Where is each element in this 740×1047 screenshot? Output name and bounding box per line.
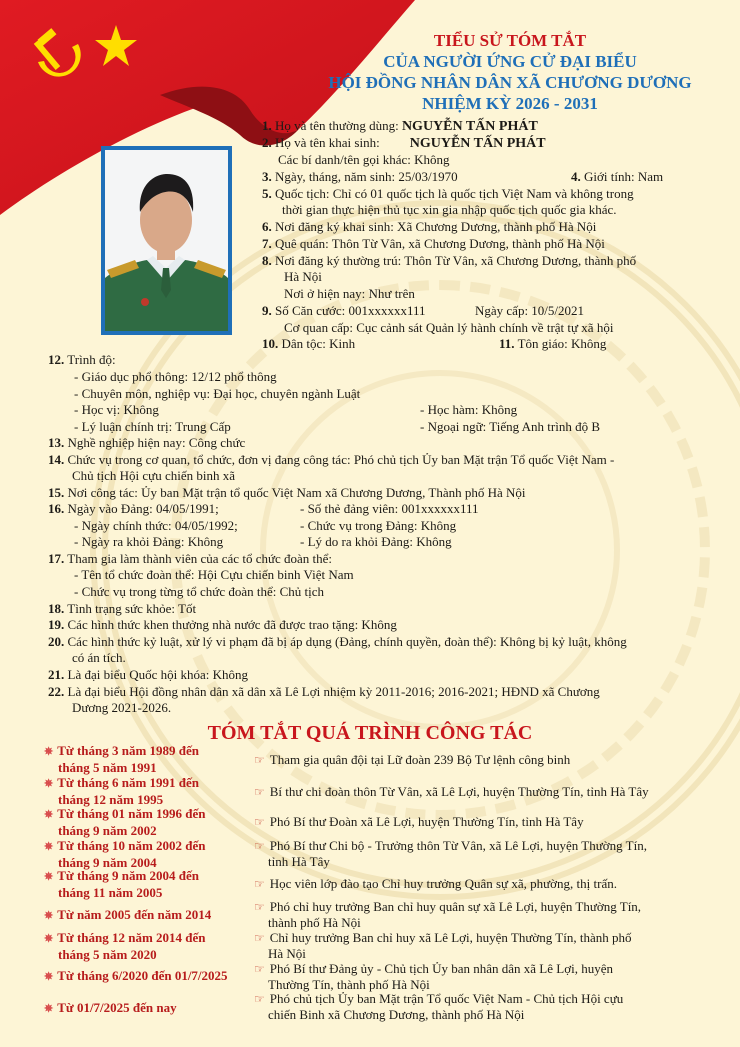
asterisk-bullet-icon: ✵ xyxy=(44,746,54,758)
field-national-assembly: 21. Là đại biểu Quốc hội khóa: Không xyxy=(48,667,249,682)
field-foreign-language: - Ngoại ngữ: Tiếng Anh trình độ B xyxy=(420,419,601,434)
hand-pointer-icon: ☞ xyxy=(254,785,265,799)
hand-pointer-icon: ☞ xyxy=(254,900,265,914)
field-permanent-residence: 8. Nơi đăng ký thường trú: Thôn Từ Vân, xã Chương Dương, thành phố xyxy=(262,253,637,268)
field-alias: Các bí danh/tên gọi khác: Không xyxy=(278,152,450,167)
field-party-position: - Chức vụ trong Đảng: Không xyxy=(300,518,457,533)
career-role: ☞ Phó chỉ huy trưởng Ban chỉ huy quân sự xã Lê Lợi, huyện Thường Tín, thành phố Hà Nội xyxy=(254,899,642,930)
hand-pointer-icon: ☞ xyxy=(254,815,265,829)
field-hometown: 7. Quê quán: Thôn Từ Vân, xã Chương Dương, thành phố Hà Nội xyxy=(262,236,605,251)
field-birth-registration: 6. Nơi đăng ký khai sinh: Xã Chương Dương, thành phố Hà Nội xyxy=(262,219,597,234)
career-period: ✵ Từ tháng 12 năm 2014 đến tháng 5 năm 2020 xyxy=(44,930,206,962)
field-religion: 11. Tôn giáo: Không xyxy=(499,336,607,351)
asterisk-bullet-icon: ✵ xyxy=(44,778,54,790)
career-period: ✵ Từ tháng 9 năm 2004 đến tháng 11 năm 2005 xyxy=(44,868,200,900)
field-position: 14. Chức vụ trong cơ quan, tổ chức, đơn vị đang công tác: Phó chủ tịch Ủy ban Mặt trận Tổ quốc Việt Nam - xyxy=(48,452,615,467)
field-birthdate: 3. Ngày, tháng, năm sinh: 25/03/1970 xyxy=(262,169,458,184)
field-nationality-cont: thời gian thực hiện thủ tục xin gia nhập quốc tịch quốc gia khác. xyxy=(282,202,617,217)
career-section-title: TÓM TẮT QUÁ TRÌNH CÔNG TÁC xyxy=(207,722,533,744)
field-party-card: - Số thẻ đảng viên: 001xxxxxx111 xyxy=(300,501,479,516)
field-council-history-cont: Dương 2021-2026. xyxy=(72,700,172,715)
career-period: ✵ Từ năm 2005 đến năm 2014 xyxy=(44,907,212,922)
asterisk-bullet-icon: ✵ xyxy=(44,841,54,853)
candidate-portrait xyxy=(101,146,232,335)
career-period: ✵ Từ 01/7/2025 đến nay xyxy=(44,1000,177,1015)
career-period: ✵ Từ tháng 10 năm 2002 đến tháng 9 năm 2004 xyxy=(44,838,206,870)
field-specialty: - Chuyên môn, nghiệp vụ: Đại học, chuyên ngành Luật xyxy=(74,386,361,401)
hand-pointer-icon: ☞ xyxy=(254,753,265,767)
field-id-issuer: Cơ quan cấp: Cục cảnh sát Quản lý hành chính về trật tự xã hội xyxy=(284,320,614,335)
title-line-4: NHIỆM KỲ 2026 - 2031 xyxy=(422,94,598,113)
career-role: ☞ Phó Bí thư Chi bộ - Trưởng thôn Từ Vân, xã Lê Lợi, huyện Thường Tín, tỉnh Hà Tây xyxy=(254,838,647,869)
field-position-cont: Chủ tịch Hội cựu chiến binh xã xyxy=(72,468,236,483)
hand-pointer-icon: ☞ xyxy=(254,877,265,891)
title-line-1: TIỂU SỬ TÓM TẮT xyxy=(433,31,587,50)
asterisk-bullet-icon: ✵ xyxy=(44,971,54,983)
hand-pointer-icon: ☞ xyxy=(254,839,265,853)
asterisk-bullet-icon: ✵ xyxy=(44,933,54,945)
career-role: ☞ Bí thư chi đoàn thôn Từ Vân, xã Lê Lợi, huyện Thường Tín, tỉnh Hà Tây xyxy=(254,784,649,799)
field-discipline-cont: có án tích. xyxy=(72,650,126,665)
field-gender: 4. Giới tính: Nam xyxy=(571,169,664,184)
field-common-name: 1. Họ và tên thường dùng: NGUYỄN TẤN PHÁT xyxy=(262,118,538,134)
career-role: ☞ Phó Bí thư Đoàn xã Lê Lợi, huyện Thường Tín, tỉnh Hà Tây xyxy=(254,814,584,829)
document-header xyxy=(300,30,720,114)
field-organization-role: - Chức vụ trong từng tổ chức đoàn thể: Chủ tịch xyxy=(74,584,325,599)
field-id-issue-date: Ngày cấp: 10/5/2021 xyxy=(475,303,585,318)
field-birth-name: 2. Họ và tên khai sinh: NGUYỄN TẤN PHÁT xyxy=(262,135,546,151)
career-role: ☞ Phó Bí thư Đảng ủy - Chủ tịch Ủy ban nhân dân xã Lê Lợi, huyện Thường Tín, thành phố Hà Nội xyxy=(254,961,613,992)
career-role: ☞ Học viên lớp đào tạo Chỉ huy trưởng Quân sự xã, phường, thị trấn. xyxy=(254,876,617,891)
field-occupation: 13. Nghề nghiệp hiện nay: Công chức xyxy=(48,435,246,450)
field-party-leave-reason: - Lý do ra khỏi Đảng: Không xyxy=(300,534,452,549)
field-nationality: 5. Quốc tịch: Chỉ có 01 quốc tịch là quốc tịch Việt Nam và không trong xyxy=(262,186,634,201)
field-degree: - Học vị: Không xyxy=(74,402,159,417)
field-ethnicity: 10. Dân tộc: Kinh xyxy=(262,336,356,351)
career-period: ✵ Từ tháng 3 năm 1989 đến tháng 5 năm 1991 xyxy=(44,743,200,775)
field-discipline: 20. Các hình thức kỷ luật, xử lý vi phạm đã bị áp dụng (Đảng, chính quyền, đoàn thể): Không bị kỷ luật, không xyxy=(48,634,627,649)
career-period: ✵ Từ tháng 6/2020 đến 01/7/2025 xyxy=(44,968,228,983)
hand-pointer-icon: ☞ xyxy=(254,962,265,976)
field-permanent-residence-cont: Hà Nội xyxy=(284,269,322,284)
career-role: ☞ Phó chủ tịch Ủy ban Mặt trận Tổ quốc Việt Nam - Chủ tịch Hội cựu chiến Binh xã Chương Dương, thành phố Hà Nội xyxy=(254,991,624,1022)
field-health: 18. Tình trạng sức khỏe: Tốt xyxy=(48,601,197,616)
field-academic-title: - Học hàm: Không xyxy=(420,402,518,417)
field-organization-name: - Tên tổ chức đoàn thể: Hội Cựu chiến binh Việt Nam xyxy=(74,567,354,582)
field-id-number: 9. Số Căn cước: 001xxxxxx111 xyxy=(262,303,426,318)
title-line-2: CỦA NGƯỜI ỨNG CỬ ĐẠI BIỂU xyxy=(383,52,637,71)
field-party-join-date: 16. Ngày vào Đảng: 04/05/1991; xyxy=(48,501,219,516)
field-political-theory: - Lý luận chính trị: Trung Cấp xyxy=(74,419,231,434)
asterisk-bullet-icon: ✵ xyxy=(44,871,54,883)
field-council-history: 22. Là đại biểu Hội đồng nhân dân xã dân xã Lê Lợi nhiệm kỳ 2011-2016; 2016-2021; HĐND xã Chương xyxy=(48,684,600,699)
field-party-leave-date: - Ngày ra khỏi Đảng: Không xyxy=(74,534,224,549)
career-period: ✵ Từ tháng 01 năm 1996 đến tháng 9 năm 2002 xyxy=(44,806,206,838)
field-party-official-date: - Ngày chính thức: 04/05/1992; xyxy=(74,518,238,533)
career-period: ✵ Từ tháng 6 năm 1991 đến tháng 12 năm 1995 xyxy=(44,775,200,807)
asterisk-bullet-icon: ✵ xyxy=(44,809,54,821)
hand-pointer-icon: ☞ xyxy=(254,931,265,945)
field-awards: 19. Các hình thức khen thưởng nhà nước đã được trao tặng: Không xyxy=(48,617,397,632)
asterisk-bullet-icon: ✵ xyxy=(44,910,54,922)
career-role: ☞ Tham gia quân đội tại Lữ đoàn 239 Bộ Tư lệnh công binh xyxy=(254,752,571,767)
asterisk-bullet-icon: ✵ xyxy=(44,1003,54,1015)
field-workplace: 15. Nơi công tác: Ủy ban Mặt trận tổ quốc Việt Nam xã Chương Dương, Thành phố Hà Nội xyxy=(48,485,526,500)
career-role: ☞ Chỉ huy trưởng Ban chỉ huy xã Lê Lợi, huyện Thường Tín, thành phố Hà Nội xyxy=(254,930,632,961)
hand-pointer-icon: ☞ xyxy=(254,992,265,1006)
field-general-education: - Giáo dục phổ thông: 12/12 phổ thông xyxy=(74,369,277,384)
field-organizations: 17. Tham gia làm thành viên của các tổ chức đoàn thể: xyxy=(48,551,333,566)
field-current-residence: Nơi ở hiện nay: Như trên xyxy=(284,286,415,301)
title-line-3: HỘI ĐỒNG NHÂN DÂN XÃ CHƯƠNG DƯƠNG xyxy=(328,73,692,92)
field-education: 12. Trình độ: xyxy=(48,352,116,367)
